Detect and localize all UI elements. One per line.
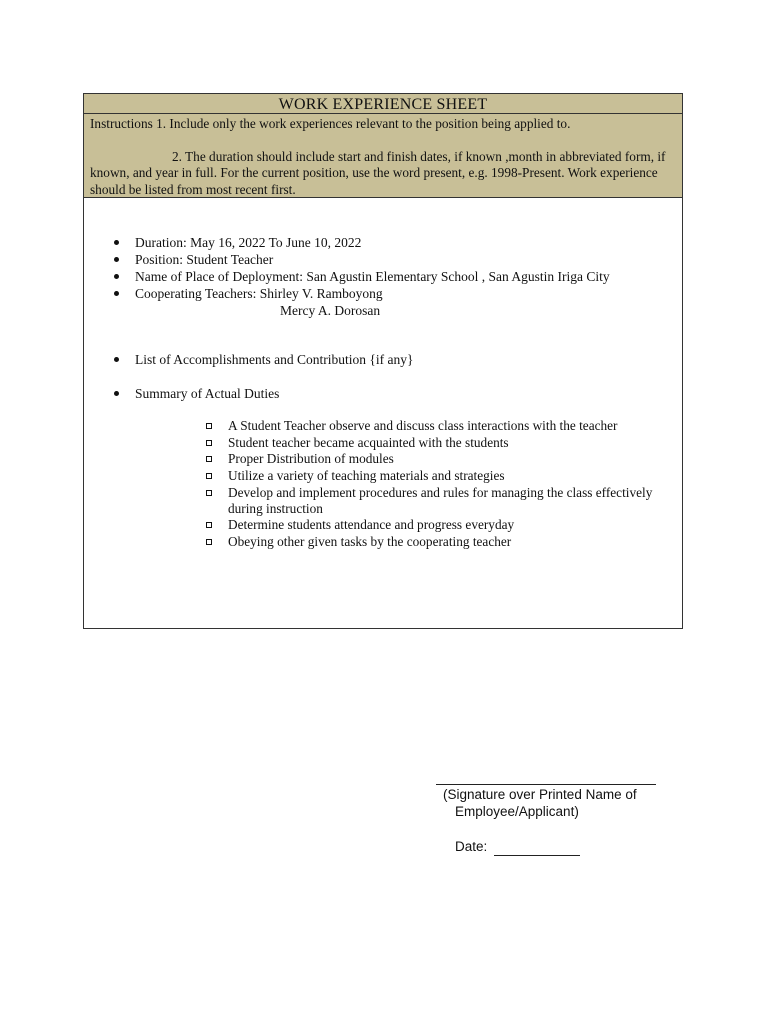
signature-caption-2: Employee/Applicant) bbox=[455, 804, 579, 819]
instruction-2: 2. The duration should include start and finish dates, if known ,month in abbreviated form, if known, and year in full. For the current position, use the word present, e.g. 1998-Present. Work experience should be listed from most recent first. bbox=[90, 148, 666, 197]
bullet-icon bbox=[114, 357, 119, 362]
square-bullet-icon bbox=[206, 440, 212, 446]
instruction-1: Instructions 1. Include only the work experiences relevant to the position being applied to. bbox=[90, 116, 571, 131]
square-bullet-icon bbox=[206, 423, 212, 429]
work-experience-sheet: WORK EXPERIENCE SHEET Instructions 1. Include only the work experiences relevant to the position being applied to. 2. The duration should include start and finish dates, if known ,month in abbreviated form, if known, and year in full. For the current position, use the word present, e.g. 1998-Present. Work experience should be listed from most recent first. Duration: May 16, 2022 To June 10, 2022 Position: Student Teacher Name of Place of Deployment: San Agustin Elementary School , San Agustin Iriga City Cooperating Teachers: Shirley V. Ramboyong Mercy A. Dorosan List of Accomplishments and Contribution {if any} Summary of Actual Duties A Student Teacher observe and discuss class interactions with the teacher Student teacher became acquainted with the students Proper Distribution of modules Utilize a variety of teaching materials and strategies Develop and implement procedures and rules for managing the class effectively during instruction Determine students attendance and progress everyday Obeying other given tasks by the cooperating teacher bbox=[83, 93, 683, 629]
bullet-icon bbox=[114, 391, 119, 396]
cooperating-teachers-text: Cooperating Teachers: Shirley V. Ramboyong bbox=[135, 286, 383, 301]
square-bullet-icon bbox=[206, 473, 212, 479]
date-line bbox=[494, 855, 580, 856]
square-bullet-icon bbox=[206, 522, 212, 528]
date-label: Date: bbox=[455, 839, 488, 854]
bullet-icon bbox=[114, 240, 119, 245]
bullet-icon bbox=[114, 274, 119, 279]
position-text: Position: Student Teacher bbox=[135, 252, 274, 267]
place-text: Name of Place of Deployment: San Agustin Elementary School , San Agustin Iriga City bbox=[135, 269, 610, 284]
square-bullet-icon bbox=[206, 490, 212, 496]
square-bullet-icon bbox=[206, 456, 212, 462]
sheet-header bbox=[84, 94, 682, 198]
accomplishments-text: List of Accomplishments and Contribution {if any} bbox=[135, 352, 414, 367]
sheet-title: WORK EXPERIENCE SHEET bbox=[84, 94, 682, 114]
bullet-icon bbox=[114, 291, 119, 296]
duration-text: Duration: May 16, 2022 To June 10, 2022 bbox=[135, 235, 362, 250]
bullet-icon bbox=[114, 257, 119, 262]
summary-text: Summary of Actual Duties bbox=[135, 386, 280, 401]
square-bullet-icon bbox=[206, 539, 212, 545]
signature-line bbox=[436, 784, 656, 785]
signature-caption-1: (Signature over Printed Name of bbox=[443, 787, 637, 802]
instructions bbox=[84, 114, 682, 198]
